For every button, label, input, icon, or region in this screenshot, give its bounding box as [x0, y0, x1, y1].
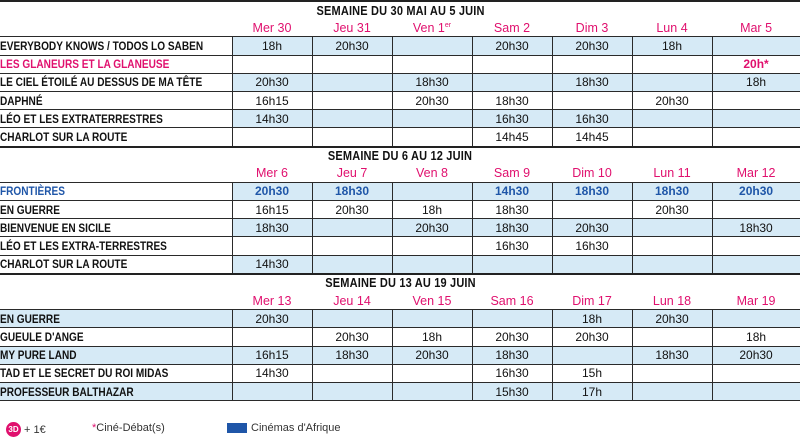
day-header — [232, 19, 312, 37]
film-row — [0, 201, 800, 219]
film-title: EN GUERRE — [0, 202, 60, 217]
film-title-cell — [0, 310, 232, 328]
day-label: Sam 9 — [493, 166, 531, 181]
legend-3d — [6, 422, 46, 437]
week-title — [0, 147, 800, 165]
day-label: Jeu 31 — [333, 20, 371, 35]
day-label: Mer 6 — [256, 166, 288, 181]
film-title-cell — [0, 73, 232, 91]
day-header-row — [0, 19, 800, 37]
film-title: GUEULE D'ANGE — [0, 329, 84, 344]
week-title-row — [0, 147, 800, 165]
legend-cinemas-afrique — [227, 422, 341, 434]
showtime-cell: 18h30 — [472, 219, 552, 237]
day-label: Jeu 7 — [336, 166, 368, 181]
showtime-cell: 18h — [392, 328, 472, 346]
showtime-cell — [552, 346, 632, 364]
showtime-cell — [712, 237, 800, 255]
showtime-cell — [392, 110, 472, 128]
showtime-cell: 16h30 — [552, 237, 632, 255]
film-title-cell — [0, 255, 232, 274]
showtime-cell: 16h30 — [552, 110, 632, 128]
showtime-cell: 20h30 — [392, 346, 472, 364]
film-row — [0, 364, 800, 382]
film-title: LE CIEL ÉTOILÉ AU DESSUS DE MA TÊTE — [0, 75, 203, 90]
film-title: TAD ET LE SECRET DU ROI MIDAS — [0, 366, 169, 381]
film-title-cell — [0, 237, 232, 255]
film-title-cell — [0, 219, 232, 237]
film-title: LÉO ET LES EXTRATERRESTRES — [0, 111, 163, 126]
showtime-cell — [312, 219, 392, 237]
day-header — [552, 292, 632, 310]
day-header — [312, 165, 392, 183]
showtime-cell — [632, 237, 712, 255]
film-title-cell — [0, 201, 232, 219]
showtime-cell — [632, 328, 712, 346]
showtime-cell — [232, 328, 312, 346]
film-title: LÉO ET LES EXTRA-TERRESTRES — [0, 239, 167, 254]
film-title: BIENVENUE EN SICILE — [0, 220, 111, 235]
showtime-cell: 18h — [712, 73, 800, 91]
showtime-cell: 20h30 — [472, 37, 552, 55]
day-label: Mar 19 — [736, 293, 776, 308]
film-title-cell — [0, 346, 232, 364]
showtime-cell: 20h30 — [312, 328, 392, 346]
film-row — [0, 382, 800, 400]
showtime-cell — [632, 364, 712, 382]
day-header — [632, 292, 712, 310]
showtime-cell — [312, 382, 392, 400]
day-header-row — [0, 165, 800, 183]
showtime-cell — [712, 201, 800, 219]
film-row — [0, 310, 800, 328]
showtime-cell: 18h30 — [232, 219, 312, 237]
legend-cine-debat — [92, 422, 165, 434]
day-label: Mar 5 — [740, 20, 773, 35]
day-header — [312, 19, 392, 37]
showtime-cell: 20h30 — [392, 91, 472, 109]
day-label: Ven 1 — [412, 20, 445, 35]
showtime-cell: 18h30 — [392, 73, 472, 91]
legend-cine-debat-text: Ciné-Débat(s) — [96, 422, 165, 434]
showtime-cell: 18h30 — [312, 346, 392, 364]
showtime-cell — [712, 255, 800, 274]
day-header — [392, 19, 472, 37]
day-header — [552, 19, 632, 37]
week-title-text: SEMAINE DU 30 MAI AU 5 JUIN — [315, 3, 485, 18]
day-header — [472, 165, 552, 183]
film-row — [0, 128, 800, 147]
showtime-cell — [232, 237, 312, 255]
showtime-cell: 17h — [552, 382, 632, 400]
showtime-cell: 18h — [552, 310, 632, 328]
asterisk-mark: * — [92, 422, 97, 434]
film-title-cell — [0, 328, 232, 346]
showtime-cell: 14h30 — [472, 182, 552, 200]
showtime-cell: 20h30 — [712, 346, 800, 364]
day-label: Sam 16 — [490, 293, 534, 308]
film-row — [0, 328, 800, 346]
day-header — [392, 165, 472, 183]
showtime-cell — [712, 37, 800, 55]
showtime-cell — [472, 73, 552, 91]
showtime-cell — [392, 37, 472, 55]
showtime-cell — [632, 219, 712, 237]
showtime-cell: 14h45 — [472, 128, 552, 147]
film-title-cell — [0, 364, 232, 382]
showtime-cell: 20h30 — [632, 310, 712, 328]
day-header — [632, 165, 712, 183]
showtime-cell — [392, 255, 472, 274]
showtime-cell: 14h45 — [552, 128, 632, 147]
film-row — [0, 110, 800, 128]
day-header-row — [0, 292, 800, 310]
showtime-cell: 14h30 — [232, 255, 312, 274]
showtime-cell — [392, 55, 472, 73]
film-title: CHARLOT SUR LA ROUTE — [0, 129, 128, 144]
film-row — [0, 237, 800, 255]
showtime-cell: 20h30 — [632, 201, 712, 219]
day-label: Lun 11 — [653, 166, 691, 181]
showtime-cell: 18h30 — [712, 219, 800, 237]
film-row — [0, 55, 800, 73]
showtime-cell — [552, 91, 632, 109]
showtime-cell: 18h30 — [312, 182, 392, 200]
film-title-cell — [0, 37, 232, 55]
blue-swatch-icon — [227, 423, 247, 433]
day-label: Dim 17 — [572, 293, 612, 308]
showtime-cell: 18h30 — [552, 73, 632, 91]
showtime-cell: 20h30 — [232, 310, 312, 328]
day-header — [232, 292, 312, 310]
film-row — [0, 37, 800, 55]
showtime-cell — [632, 128, 712, 147]
showtime-cell — [632, 55, 712, 73]
showtime-cell: 20h30 — [712, 182, 800, 200]
film-row — [0, 91, 800, 109]
legend — [0, 413, 800, 444]
film-row — [0, 219, 800, 237]
day-label: Lun 18 — [652, 293, 692, 308]
film-row — [0, 255, 800, 274]
showtime-cell: 18h30 — [632, 346, 712, 364]
film-title-cell — [0, 128, 232, 147]
film-row — [0, 73, 800, 91]
showtime-cell — [312, 255, 392, 274]
day-header — [712, 165, 800, 183]
showtime-cell: 20h30 — [552, 37, 632, 55]
showtime-cell — [632, 382, 712, 400]
showtime-cell: 18h — [392, 201, 472, 219]
showtime-cell — [312, 55, 392, 73]
film-row — [0, 182, 800, 200]
showtime-cell: 20h30 — [632, 91, 712, 109]
showtime-cell: 14h30 — [232, 364, 312, 382]
showtime-cell: 16h30 — [472, 237, 552, 255]
showtime-cell — [392, 237, 472, 255]
film-title-cell — [0, 110, 232, 128]
showtime-cell: 18h30 — [632, 182, 712, 200]
showtime-cell — [232, 382, 312, 400]
film-title: PROFESSEUR BALTHAZAR — [0, 384, 134, 399]
legend-cinemas-afrique-text: Cinémas d'Afrique — [251, 422, 341, 434]
film-title: CHARLOT SUR LA ROUTE — [0, 257, 128, 272]
day-label: Dim 10 — [572, 166, 612, 181]
day-label: Mer 13 — [252, 293, 292, 308]
day-label-sup: er — [444, 21, 452, 29]
day-header-spacer — [0, 292, 232, 310]
showtime-cell — [632, 73, 712, 91]
showtime-cell: 18h30 — [472, 201, 552, 219]
showtime-cell: 18h — [232, 37, 312, 55]
showtime-cell — [712, 91, 800, 109]
day-label: Jeu 14 — [333, 293, 371, 308]
showtime-cell — [312, 128, 392, 147]
day-header — [632, 19, 712, 37]
showtime-cell: 20h30 — [552, 219, 632, 237]
showtime-cell: 18h — [632, 37, 712, 55]
showtime-cell — [232, 128, 312, 147]
week-title — [0, 274, 800, 292]
showtime-cell — [312, 91, 392, 109]
day-header-spacer — [0, 165, 232, 183]
showtime-cell: 16h30 — [472, 364, 552, 382]
week-title — [0, 1, 800, 19]
showtime-cell: 15h30 — [472, 382, 552, 400]
film-title: LES GLANEURS ET LA GLANEUSE — [0, 57, 170, 72]
showtime-cell — [392, 364, 472, 382]
showtime-cell: 16h15 — [232, 91, 312, 109]
showtime-cell: 20h* — [712, 55, 800, 73]
showtime-cell — [472, 310, 552, 328]
showtime-cell — [232, 55, 312, 73]
showtime-cell — [312, 237, 392, 255]
film-title-cell — [0, 55, 232, 73]
day-header — [552, 165, 632, 183]
showtime-cell — [392, 182, 472, 200]
day-header — [712, 19, 800, 37]
showtime-cell: 20h30 — [232, 182, 312, 200]
week-title-text: SEMAINE DU 6 AU 12 JUIN — [327, 149, 473, 164]
week-title-text: SEMAINE DU 13 AU 19 JUIN — [324, 276, 476, 291]
showtime-cell — [472, 55, 552, 73]
day-label: Ven 15 — [412, 293, 452, 308]
showtime-cell: 20h30 — [552, 328, 632, 346]
showtime-cell — [712, 364, 800, 382]
day-label: Sam 2 — [493, 20, 531, 35]
film-title: EVERYBODY KNOWS / TODOS LO SABEN — [0, 38, 204, 53]
showtime-cell — [552, 255, 632, 274]
showtime-cell — [392, 382, 472, 400]
showtime-cell — [552, 55, 632, 73]
showtime-cell — [312, 310, 392, 328]
film-title: EN GUERRE — [0, 311, 60, 326]
showtime-cell — [632, 110, 712, 128]
legend-3d-text: + 1€ — [24, 423, 46, 436]
week-title-row — [0, 1, 800, 19]
showtime-cell — [312, 73, 392, 91]
day-label: Dim 3 — [575, 20, 609, 35]
showtime-cell — [312, 110, 392, 128]
film-title-cell — [0, 182, 232, 200]
film-title-cell — [0, 382, 232, 400]
showtime-cell — [392, 310, 472, 328]
film-title: FRONTIÈRES — [0, 184, 65, 199]
showtime-cell — [312, 364, 392, 382]
3d-badge-icon: 3D — [6, 422, 21, 437]
showtime-cell — [472, 255, 552, 274]
day-label: Mar 12 — [736, 166, 776, 181]
day-label: Mer 30 — [252, 20, 292, 35]
showtime-cell — [712, 382, 800, 400]
showtime-cell: 16h30 — [472, 110, 552, 128]
day-header — [312, 292, 392, 310]
week-title-row — [0, 274, 800, 292]
showtime-cell: 20h30 — [312, 37, 392, 55]
film-title: DAPHNÉ — [0, 93, 43, 108]
showtime-cell — [712, 128, 800, 147]
showtime-cell: 18h30 — [552, 182, 632, 200]
day-header — [712, 292, 800, 310]
showtime-cell — [392, 128, 472, 147]
film-title: MY PURE LAND — [0, 348, 77, 363]
showtime-cell: 18h30 — [472, 346, 552, 364]
showtime-cell: 18h — [712, 328, 800, 346]
day-header — [472, 292, 552, 310]
showtime-cell: 20h30 — [392, 219, 472, 237]
showtime-cell: 18h30 — [472, 91, 552, 109]
showtime-cell — [632, 255, 712, 274]
showtime-cell: 20h30 — [472, 328, 552, 346]
day-header — [392, 292, 472, 310]
showtime-cell: 15h — [552, 364, 632, 382]
showtime-cell: 20h30 — [232, 73, 312, 91]
day-header-spacer — [0, 19, 232, 37]
showtime-cell: 16h15 — [232, 201, 312, 219]
showtime-cell: 16h15 — [232, 346, 312, 364]
film-row — [0, 346, 800, 364]
showtime-cell: 20h30 — [312, 201, 392, 219]
showtime-cell — [712, 310, 800, 328]
day-label: Ven 8 — [416, 166, 448, 181]
day-header — [232, 165, 312, 183]
day-label: Lun 4 — [656, 20, 688, 35]
film-title-cell — [0, 91, 232, 109]
showtime-cell: 14h30 — [232, 110, 312, 128]
showtime-cell — [552, 201, 632, 219]
showtime-cell — [712, 110, 800, 128]
day-header — [472, 19, 552, 37]
